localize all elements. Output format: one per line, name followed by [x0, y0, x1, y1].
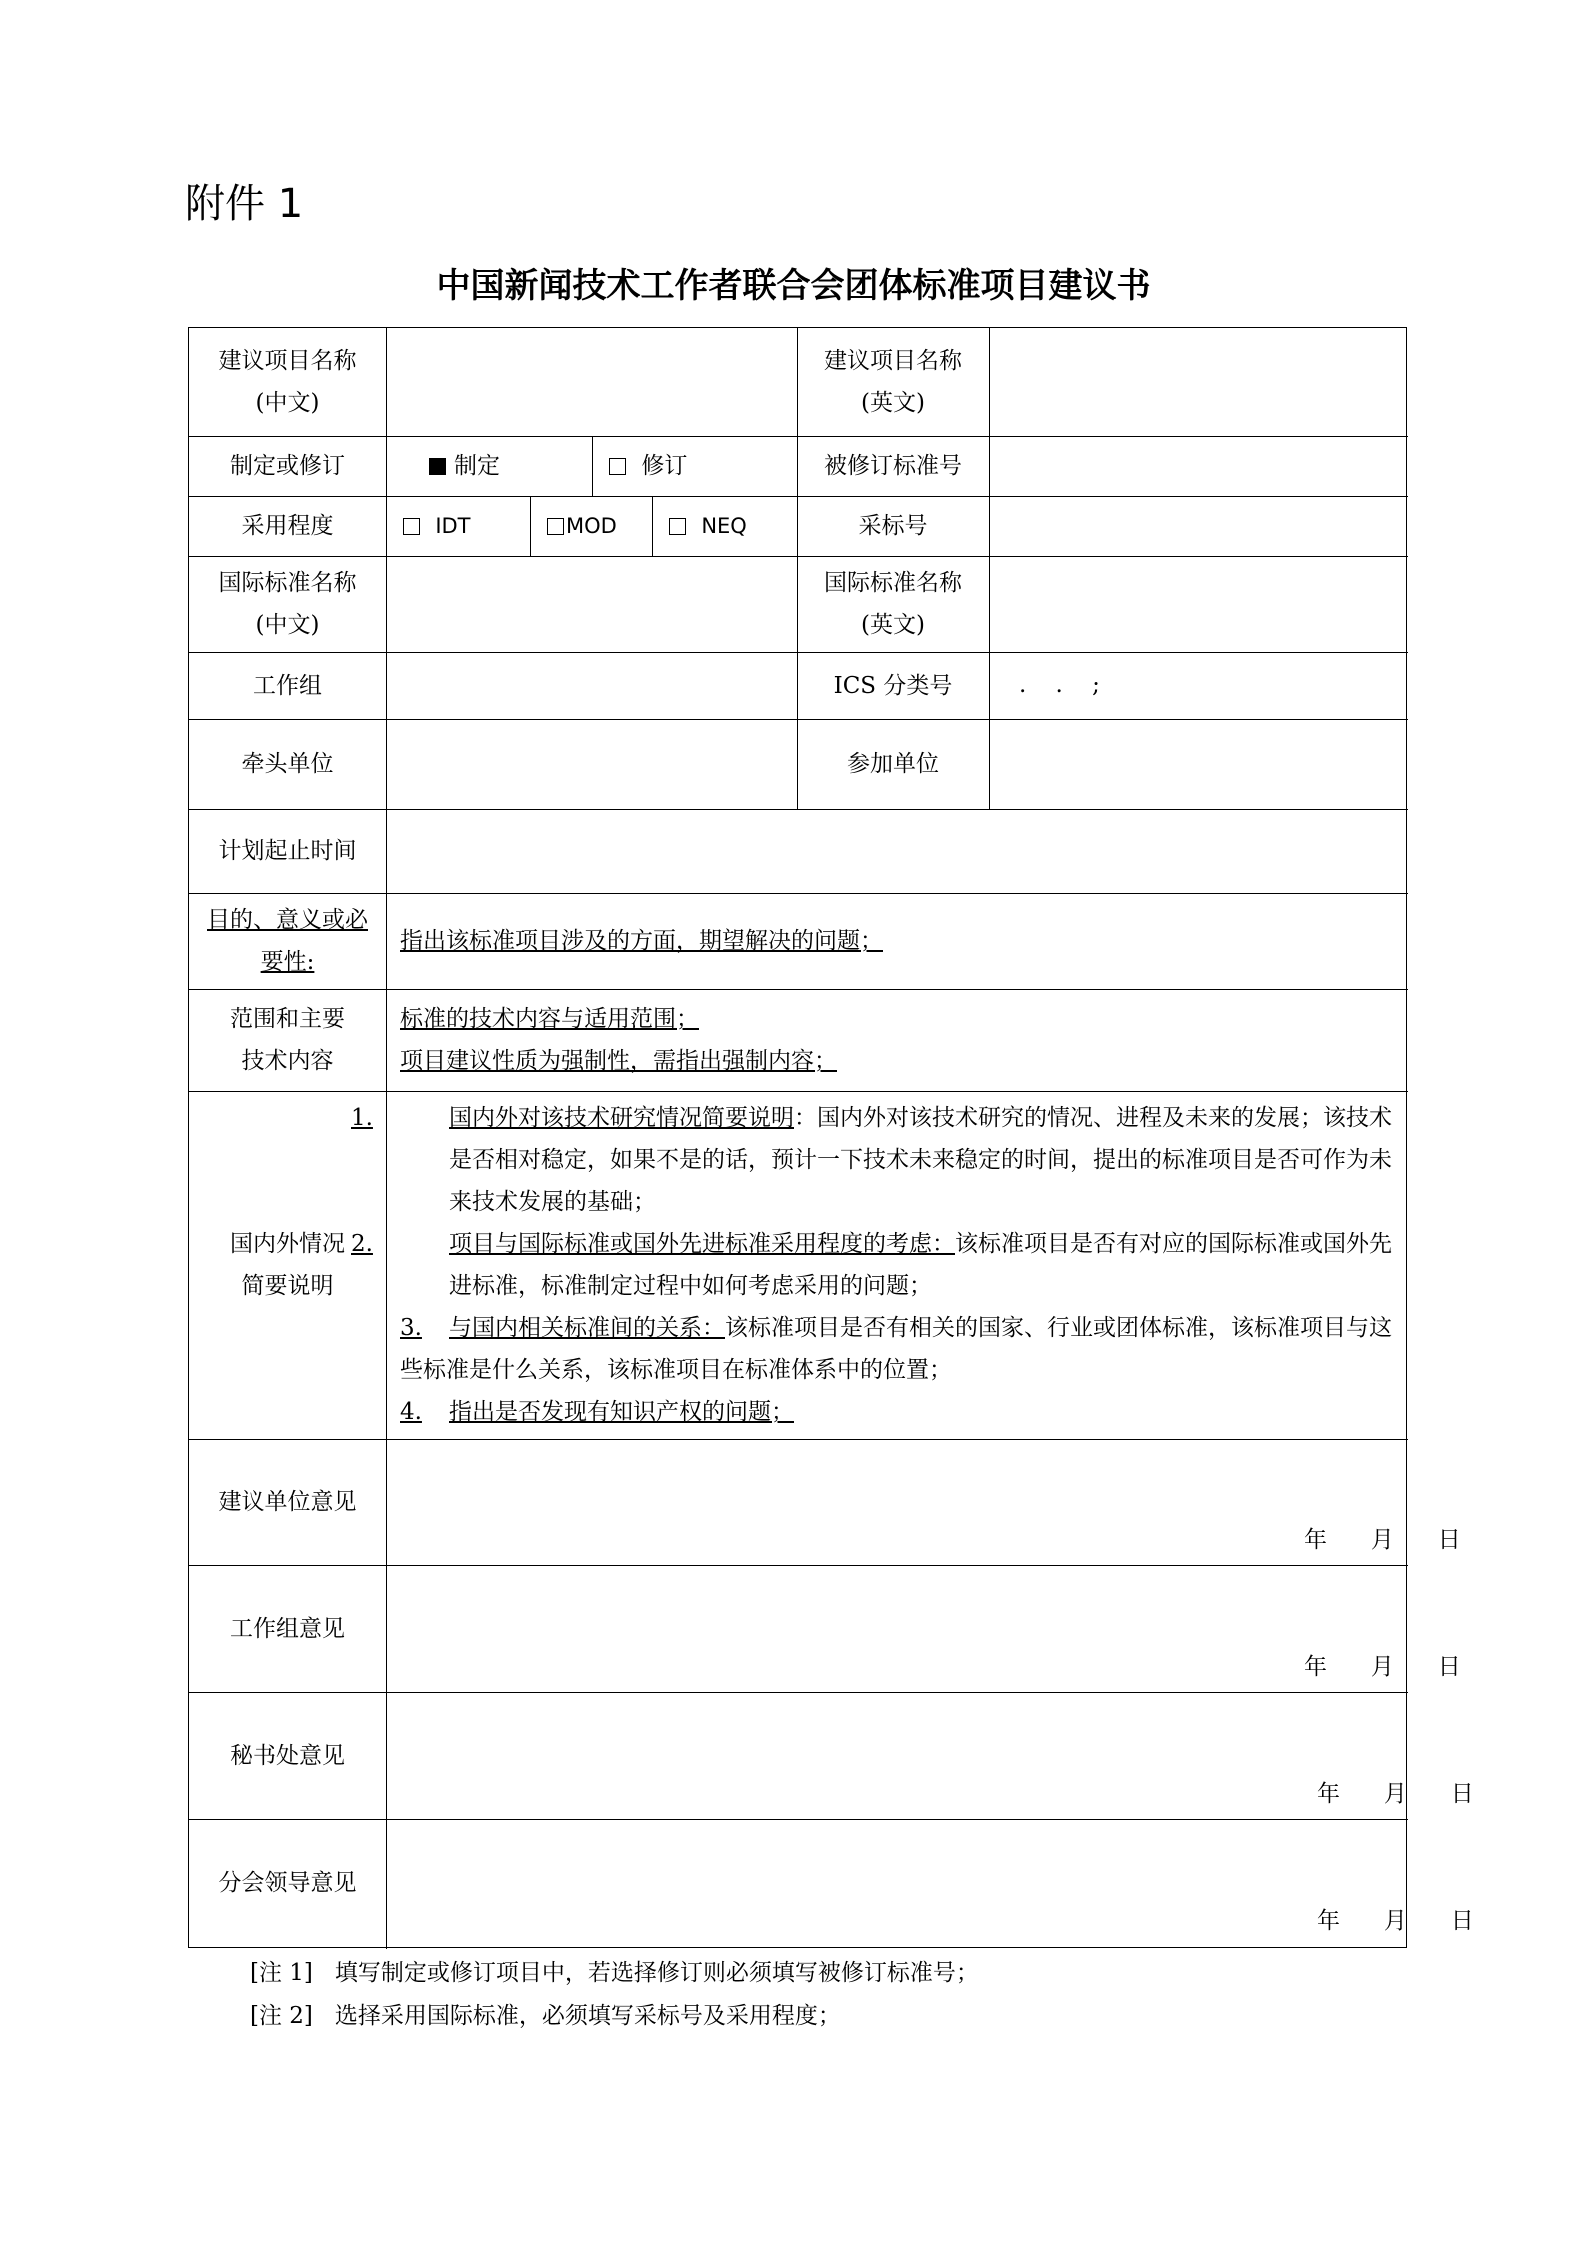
intl-cn-input[interactable] — [386, 556, 797, 652]
situation-item-1: 1. 国内外对该技术研究情况简要说明：国内外对该技术研究的情况、进程及未来的发展；该技术是否相对稳定，如果不是的话，预计一下技术未来稳定的时间，提出的标准项目是否可作为未来技术发展的基础； — [351, 1105, 1392, 1215]
name-cn-label: 建议项目名称 (中文) — [218, 348, 357, 416]
name-en-input[interactable] — [989, 328, 1408, 436]
attachment-label: 附件 1 — [185, 181, 304, 227]
formulate-checkbox[interactable]: 制定 — [429, 445, 589, 487]
opinion-secretariat-date: 年 月 日 — [1317, 1781, 1474, 1807]
adoption-neq-checkbox[interactable]: NEQ — [669, 505, 793, 547]
adoption-mod-checkbox[interactable]: MOD — [547, 505, 651, 547]
participant-input[interactable] — [989, 719, 1408, 809]
opinion-proposer-date: 年 月 日 — [1304, 1527, 1461, 1553]
purpose-text[interactable]: 指出该标准项目涉及的方面，期望解决的问题； — [400, 928, 883, 954]
opinion-branch-input[interactable] — [386, 1819, 1474, 1947]
schedule-label: 计划起止时间 — [218, 838, 357, 864]
adopt-no-label: 采标号 — [858, 513, 928, 539]
name-cn-input[interactable] — [386, 328, 797, 436]
scope-label: 范围和主要 技术内容 — [230, 1006, 345, 1074]
opinion-proposer-label: 建议单位意见 — [218, 1489, 357, 1515]
opinion-proposer-input[interactable] — [386, 1439, 1461, 1565]
opinion-workgroup-input[interactable] — [386, 1565, 1461, 1692]
lead-unit-input[interactable] — [386, 719, 797, 809]
note-2: [注 2] 选择采用国际标准，必须填写采标号及采用程度； — [250, 2003, 841, 2029]
page-title: 中国新闻技术工作者联合会团体标准项目建议书 — [436, 266, 1151, 306]
ics-label: ICS 分类号 — [833, 672, 953, 699]
revised-std-label: 被修订标准号 — [824, 453, 962, 479]
opinion-workgroup-label: 工作组意见 — [230, 1615, 345, 1642]
opinion-branch-date: 年 月 日 — [1317, 1908, 1474, 1934]
situation-item-3: 3. 与国内相关标准间的关系：该标准项目是否有相关的国家、行业或团体标准，该标准项目与这些标准是什么关系，该标准项目在标准体系中的位置； — [400, 1315, 1392, 1383]
revise-checkbox[interactable]: 修订 — [609, 445, 789, 487]
checkbox-icon — [547, 518, 564, 535]
opinion-branch-label: 分会领导意见 — [218, 1870, 357, 1896]
proposal-form-table — [188, 327, 1474, 1948]
situation-item-2: 2. 项目与国际标准或国外先进标准采用程度的考虑：该标准项目是否有对应的国际标准或国外先进标准，标准制定过程中如何考虑采用的问题； — [351, 1231, 1392, 1299]
intl-cn-label: 国际标准名称 (中文) — [218, 570, 357, 638]
lead-unit-label: 牵头单位 — [241, 751, 334, 777]
opinion-secretariat-input[interactable] — [386, 1692, 1474, 1819]
situation-item-4: 4. 指出是否发现有知识产权的问题； — [400, 1399, 794, 1425]
workgroup-label: 工作组 — [253, 672, 322, 699]
adopt-no-input[interactable] — [989, 496, 1408, 556]
participant-label: 参加单位 — [847, 751, 939, 777]
ics-input[interactable]: . . ; — [1019, 672, 1100, 698]
workgroup-input[interactable] — [386, 652, 797, 719]
revised-std-input[interactable] — [989, 436, 1408, 496]
scope-text[interactable]: 标准的技术内容与适用范围； 项目建议性质为强制性，需指出强制内容； — [400, 1006, 837, 1074]
checked-box-icon — [429, 458, 446, 475]
intl-en-label: 国际标准名称 (英文) — [824, 570, 962, 638]
name-en-label: 建议项目名称 (英文) — [824, 348, 962, 416]
adoption-label: 采用程度 — [241, 513, 334, 539]
schedule-input[interactable] — [386, 809, 1408, 893]
checkbox-icon — [669, 518, 686, 535]
situation-text[interactable] — [351, 1097, 1400, 1433]
opinion-secretariat-label: 秘书处意见 — [230, 1742, 345, 1769]
adoption-idt-checkbox[interactable]: IDT — [403, 505, 527, 547]
opinion-workgroup-date: 年 月 日 — [1304, 1654, 1461, 1680]
purpose-label: 目的、意义或必 要性: — [207, 907, 368, 975]
intl-en-input[interactable] — [989, 556, 1408, 652]
situation-label: 国内外情况 简要说明 — [230, 1231, 345, 1299]
checkbox-icon — [403, 518, 420, 535]
formulate-label: 制定或修订 — [230, 453, 345, 479]
note-1: [注 1] 填写制定或修订项目中，若选择修订则必须填写被修订标准号； — [250, 1960, 979, 1986]
checkbox-icon — [609, 458, 626, 475]
